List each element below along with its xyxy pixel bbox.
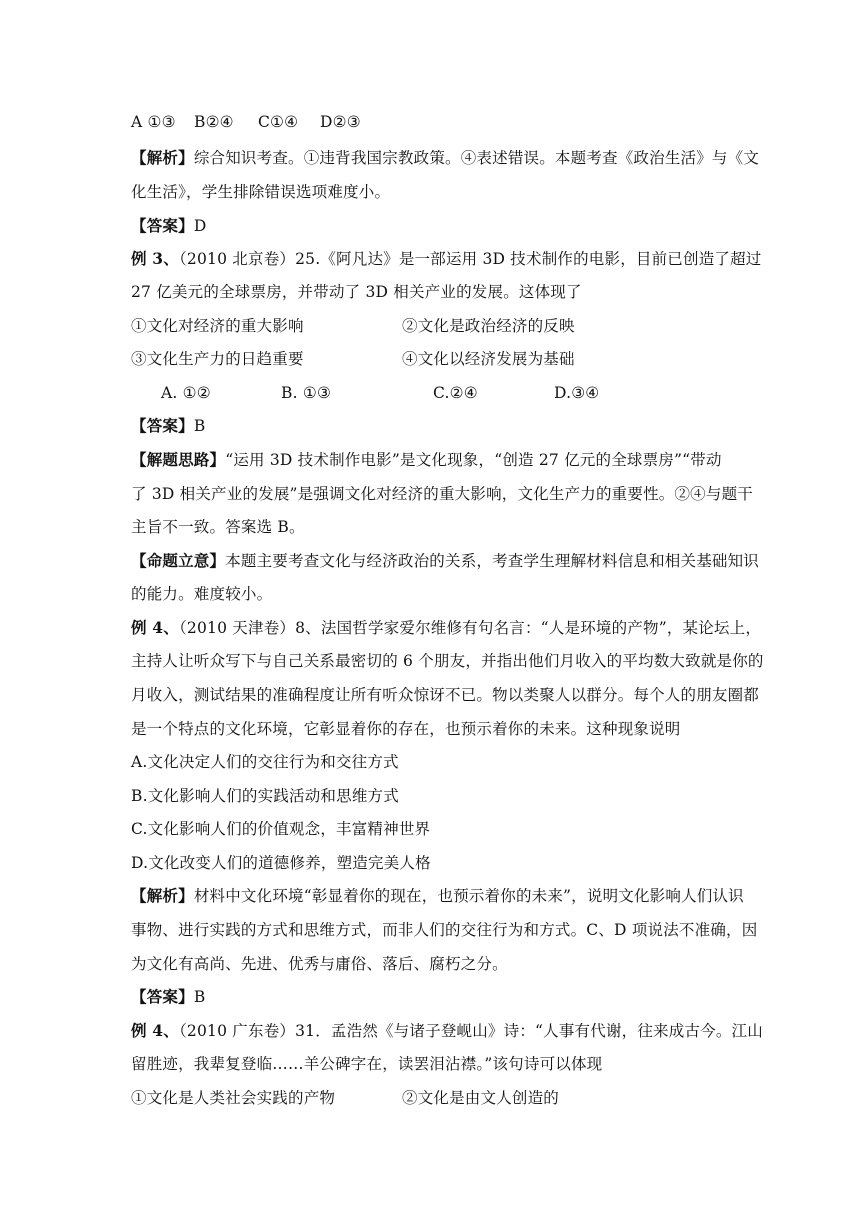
- intent-line: 【命题立意】本题主要考查文化与经济政治的关系，考查学生理解材料信息和相关基础知识: [131, 551, 760, 570]
- question-line: 主持人让听众写下与自己关系最密切的 6 个朋友，并指出他们月收入的平均数大致就是你的: [131, 652, 764, 670]
- example-heading: 例 4、（2010 广东卷）31．孟浩然《与诸子登岘山》诗：“人事有代谢，往来成古今。江山: [131, 1021, 763, 1040]
- example-heading: 例 3、（2010 北京卷）25.《阿凡达》是一部运用 3D 技术制作的电影，目前已创造了超过: [131, 249, 762, 268]
- choice-line: D.文化改变人们的道德修养，塑造完美人格: [131, 854, 431, 872]
- example-heading: 例 4、（2010 天津卷）8、法国哲学家爱尔维修有句名言：“人是环境的产物”，某论坛上，: [131, 618, 762, 637]
- question-line: 留胜迹，我辈复登临……羊公碑字在，读罢泪沾襟。”该句诗可以体现: [131, 1055, 603, 1073]
- analysis-line: 化生活》，学生排除错误选项难度小。: [131, 183, 391, 201]
- analysis-line: 主旨不一致。答案选 B。: [131, 518, 305, 536]
- answer-line: 【答案】D: [131, 216, 207, 235]
- answer-line: 【答案】B: [131, 416, 206, 435]
- analysis-line: 了 3D 相关产业的发展”是强调文化对经济的重大影响，文化生产力的重要性。②④与题干: [131, 485, 753, 503]
- analysis-line: 【解析】综合知识考查。①违背我国宗教政策。④表述错误。本题考查《政治生活》与《文: [131, 148, 760, 167]
- choice-line: C.文化影响人们的价值观念，丰富精神世界: [131, 820, 431, 838]
- choice-line: ①文化是人类社会实践的产物 ②文化是由文人创造的: [131, 1089, 560, 1107]
- choice-line: A.文化决定人们的交往行为和交往方式: [131, 753, 399, 771]
- analysis-line: 【解题思路】“运用 3D 技术制作电影”是文化现象，“创造 27 亿元的全球票房”“带动: [131, 450, 722, 469]
- answer-line: 【答案】B: [131, 987, 206, 1006]
- analysis-line: 事物、进行实践的方式和思维方式，而非人们的交往行为和方式。C、D 项说法不准确，因: [131, 921, 758, 939]
- intent-line: 的能力。难度较小。: [131, 585, 273, 603]
- question-line: 月收入，测试结果的准确程度让所有听众惊讶不已。物以类聚人以群分。每个人的朋友圈都: [131, 686, 760, 704]
- document-page: A ①③ B②④ C①④ D②③ 【解析】综合知识考查。①违背我国宗教政策。④表述错误。本题考查《政治生活》与《文 化生活》，学生排除错误选项难度小。 【答案】D 例 3、（2010 北京卷）25.《阿凡达》是一部运用 3D 技术制作的电影，目前已创造了超过 27 亿美元的全球票房，并带动了 3D 相关产业的发展。这体现了 ①文化对经济的重大影响 ②文化是政治经济的反映 ③文化生产力的日趋重要 ④文化以经济发展为基础 A. ①② B. ①③ C.②④ D.③④ 【答案】B 【解题思路】“运用 3D 技术制作电影”是文化现象，“创造 27 亿元的全球票房”“带动 了 3D 相关产业的发展”是强调文化对经济的重大影响，文化生产力的重要性。②④与题干 主旨不一致。答案选 B。 【命题立意】本题主要考查文化与经济政治的关系，考查学生理解材料信息和相关基础知识 的能力。难度较小。 例 4、（2010 天津卷）8、法国哲学家爱尔维修有句名言：“人是环境的产物”，某论坛上， 主持人让听众写下与自己关系最密切的 6 个朋友，并指出他们月收入的平均数大致就是你的 月收入，测试结果的准确程度让所有听众惊讶不已。物以类聚人以群分。每个人的朋友圈都 是一个特点的文化环境，它彰显着你的存在，也预示着你的未来。这种现象说明 A.文化决定人们的交往行为和交往方式 B.文化影响人们的实践活动和思维方式 C.文化影响人们的价值观念，丰富精神世界 D.文化改变人们的道德修养，塑造完美人格 【解析】材料中文化环境“彰显着你的现在，也预示着你的未来”，说明文化影响人们认识 事物、进行实践的方式和思维方式，而非人们的交往行为和方式。C、D 项说法不准确，因 为文化有高尚、先进、优秀与庸俗、落后、腐朽之分。 【答案】B 例 4、（2010 广东卷）31．孟浩然《与诸子登岘山》诗：“人事有代谢，往来成古今。江山 留胜迹，我辈复登临……羊公碑字在，读罢泪沾襟。”该句诗可以体现 ①文化是人类社会实践的产物 ②文化是由文人创造的: [131, 113, 764, 1107]
- analysis-line: 【解析】材料中文化环境“彰显着你的现在，也预示着你的未来”，说明文化影响人们认识: [131, 886, 744, 905]
- choice-line: B.文化影响人们的实践活动和思维方式: [131, 787, 399, 805]
- choice-line: ①文化对经济的重大影响 ②文化是政治经济的反映: [131, 317, 575, 335]
- choice-line: ③文化生产力的日趋重要 ④文化以经济发展为基础: [131, 350, 575, 368]
- analysis-line: 为文化有高尚、先进、优秀与庸俗、落后、腐朽之分。: [131, 955, 508, 973]
- question-line: 是一个特点的文化环境，它彰显着你的存在，也预示着你的未来。这种现象说明: [131, 720, 681, 738]
- question-line: 27 亿美元的全球票房，并带动了 3D 相关产业的发展。这体现了: [131, 283, 582, 301]
